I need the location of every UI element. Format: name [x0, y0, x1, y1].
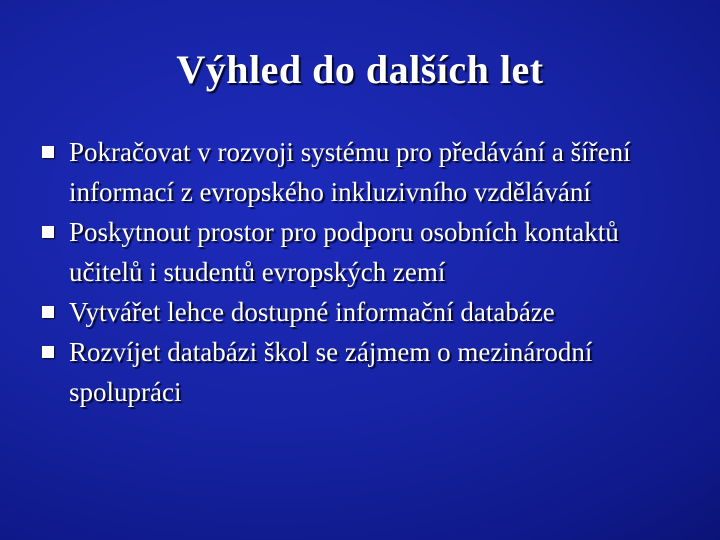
slide-title: Výhled do dalších let: [176, 47, 544, 92]
bullet-item-3: [40, 292, 680, 332]
square-bullet-icon: [42, 226, 54, 238]
square-bullet-icon: [42, 306, 54, 318]
bullet-text: Pokračovat v rozvoji systému pro předávání a šíření informací z evropského inkluzivního vzdělávání: [69, 137, 631, 207]
bullet-list: [40, 132, 680, 412]
bullet-text: Vytvářet lehce dostupné informační databáze: [69, 297, 555, 327]
square-bullet-icon: [42, 346, 54, 358]
bullet-text: Rozvíjet databázi škol se zájmem o mezinárodní spolupráci: [69, 337, 593, 407]
square-bullet-icon: [42, 146, 54, 158]
bullet-item-4: [40, 332, 680, 412]
bullet-text: Poskytnout prostor pro podporu osobních kontaktů učitelů i studentů evropských zemí: [69, 217, 619, 287]
bullet-item-2: [40, 212, 680, 292]
bullet-item-1: [40, 132, 680, 212]
